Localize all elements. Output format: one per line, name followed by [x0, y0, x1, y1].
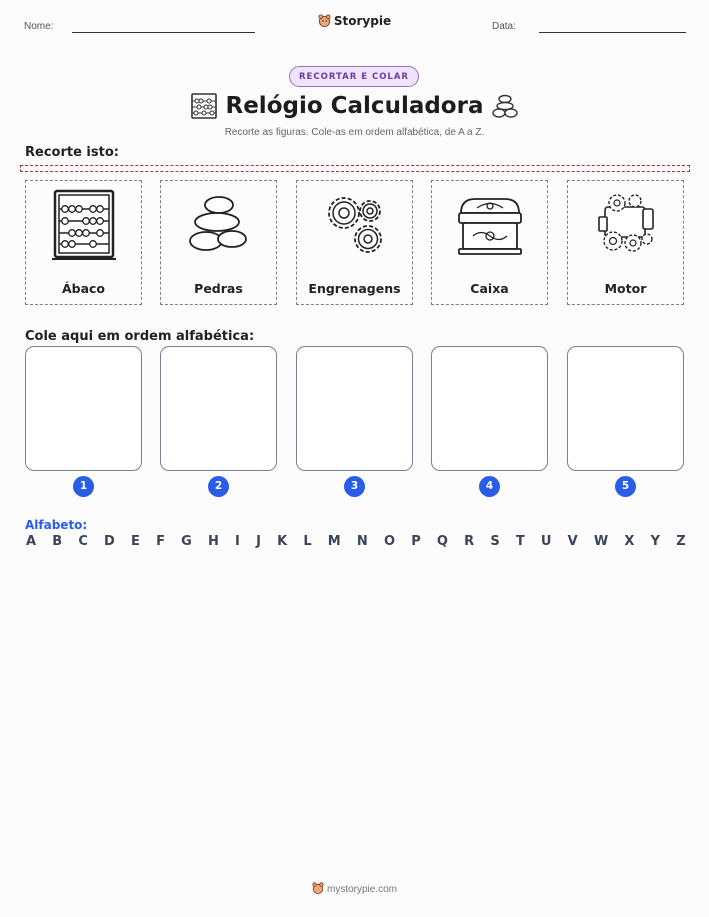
card-label: Motor: [604, 281, 647, 296]
card-label: Ábaco: [61, 281, 106, 296]
storypie-mascot-icon: [312, 882, 324, 894]
alphabet-letter: U: [540, 534, 552, 549]
page-title: Relógio Calculadora: [225, 93, 484, 119]
alphabet-letter: M: [327, 534, 341, 549]
slot-number-badge: 2: [208, 476, 229, 497]
cut-card-abacus[interactable]: [25, 180, 142, 305]
alphabet-letter: B: [52, 534, 63, 549]
date-label: Data:: [492, 21, 516, 32]
alphabet-letter: N: [356, 534, 368, 549]
alphabet-letter: D: [104, 534, 115, 549]
alphabet-letter: Q: [436, 534, 448, 549]
alphabet-letter: P: [411, 534, 421, 549]
paste-slot-5[interactable]: [567, 346, 684, 471]
alphabet-letter: X: [624, 534, 635, 549]
date-line[interactable]: [539, 32, 686, 33]
slot-number-badge: 3: [344, 476, 365, 497]
cut-heading: Recorte isto:: [25, 145, 119, 160]
gears-icon: [320, 189, 390, 259]
name-line[interactable]: [72, 32, 255, 33]
alphabet-letter: A: [26, 534, 37, 549]
motor-icon: [591, 189, 661, 259]
card-label: Pedras: [194, 281, 243, 296]
name-label: Nome:: [24, 21, 54, 32]
alphabet-letter: T: [515, 534, 525, 549]
cut-card-box[interactable]: [431, 180, 548, 305]
alphabet-heading: Alfabeto:: [25, 518, 88, 532]
abacus-icon: [49, 189, 119, 261]
alphabet-letter: C: [78, 534, 88, 549]
alphabet-letter: E: [131, 534, 140, 549]
alphabet-row: [26, 534, 686, 549]
box-icon: [455, 189, 525, 259]
activity-badge: RECORTAR E COLAR: [289, 66, 419, 87]
cut-card-motor[interactable]: [567, 180, 684, 305]
alphabet-letter: O: [383, 534, 396, 549]
stones-icon: [184, 189, 254, 259]
alphabet-letter: V: [567, 534, 578, 549]
paste-heading: Cole aqui em ordem alfabética:: [25, 329, 255, 344]
footer-url[interactable]: mystorypie.com: [326, 884, 397, 895]
alphabet-letter: I: [235, 534, 240, 549]
brand-name: Storypie: [333, 14, 392, 28]
footer: [0, 882, 709, 895]
card-label: Engrenagens: [308, 281, 401, 296]
stones-title-icon: [491, 93, 519, 119]
brand-logo: [0, 14, 709, 28]
paste-slot-3[interactable]: [296, 346, 413, 471]
alphabet-letter: L: [303, 534, 312, 549]
instructions: Recorte as figuras. Cole-as em ordem alfabética, de A a Z.: [224, 127, 485, 138]
slot-number-badge: 5: [615, 476, 636, 497]
alphabet-letter: W: [593, 534, 609, 549]
alphabet-letter: H: [207, 534, 219, 549]
alphabet-letter: G: [181, 534, 192, 549]
cut-card-gears[interactable]: [296, 180, 413, 305]
slot-number-badge: 4: [479, 476, 500, 497]
alphabet-letter: Y: [650, 534, 661, 549]
paste-slot-4[interactable]: [431, 346, 548, 471]
cut-line: [20, 165, 690, 172]
card-label: Caixa: [470, 281, 509, 296]
alphabet-letter: J: [256, 534, 261, 549]
alphabet-letter: F: [156, 534, 165, 549]
alphabet-letter: K: [277, 534, 288, 549]
alphabet-letter: S: [490, 534, 500, 549]
alphabet-letter: Z: [676, 534, 686, 549]
alphabet-letter: R: [464, 534, 475, 549]
cut-card-stones[interactable]: [160, 180, 277, 305]
slot-number-badge: 1: [73, 476, 94, 497]
paste-slot-1[interactable]: [25, 346, 142, 471]
paste-slot-2[interactable]: [160, 346, 277, 471]
storypie-mascot-icon: [318, 14, 331, 27]
